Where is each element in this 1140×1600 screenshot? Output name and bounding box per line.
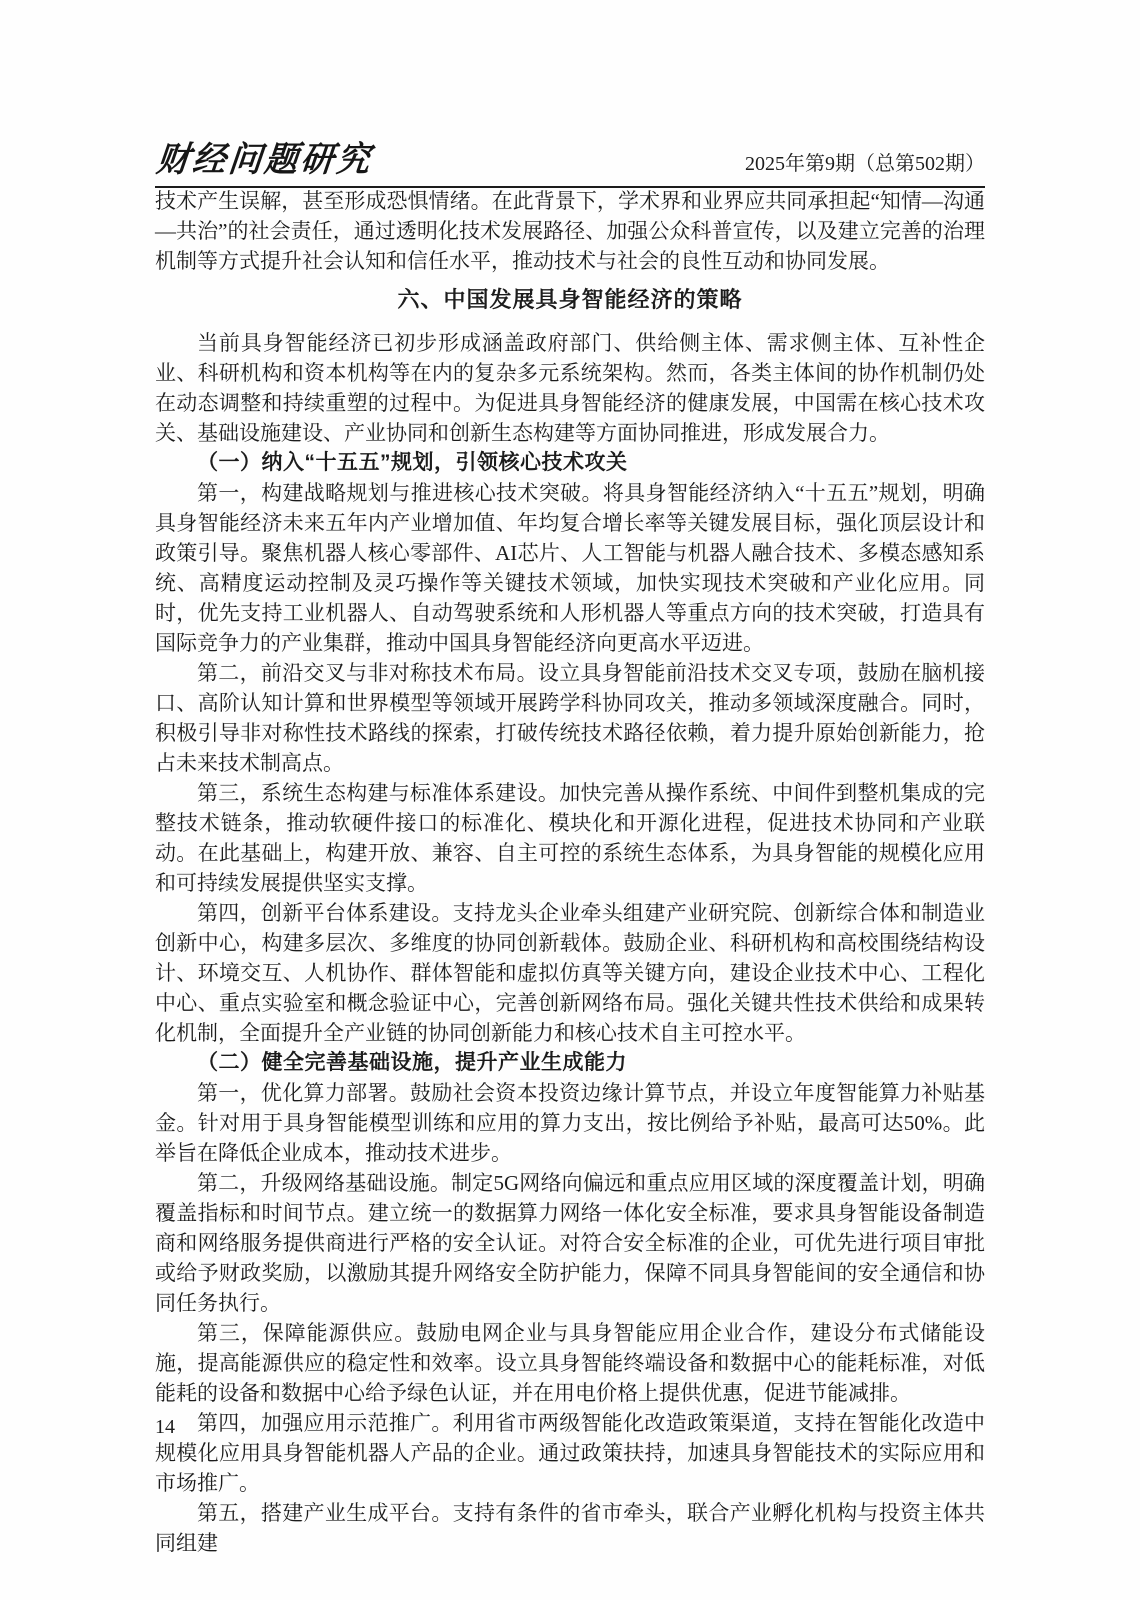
page-number: 14 xyxy=(155,1416,175,1438)
paragraph: 第二，升级网络基础设施。制定5G网络向偏远和重点应用区域的深度覆盖计划，明确覆盖指标和时间节点。建立统一的数据算力网络一体化安全标准，要求具身智能设备制造商和网络服务提供商进行严格的安全认证。对符合安全标准的企业，可优先进行项目审批或给予财政奖励，以激励其提升网络安全防护能力，保障不同具身智能间的安全通信和协同任务执行。 xyxy=(155,1171,985,1315)
sub-heading: （一）纳入“十五五”规划，引领核心技术攻关 xyxy=(197,451,628,474)
issue-info: 2025年第9期（总第502期） xyxy=(745,153,985,175)
paragraph: 当前具身智能经济已初步形成涵盖政府部门、供给侧主体、需求侧主体、互补性企业、科研机构和资本机构等在内的复杂多元系统架构。然而，各类主体间的协作机制仍处在动态调整和持续重塑的过程中。为促进具身智能经济的健康发展，中国需在核心技术攻关、基础设施建设、产业协同和创新生态构建等方面协同推进，形成发展合力。 xyxy=(155,331,985,445)
paragraph: 第三，系统生态构建与标准体系建设。加快完善从操作系统、中间件到整机集成的完整技术链条，推动软硬件接口的标准化、模块化和开源化进程，促进技术协同和产业联动。在此基础上，构建开放、兼容、自主可控的系统生态体系，为具身智能的规模化应用和可持续发展提供坚实支撑。 xyxy=(155,781,985,895)
paragraph: 第一，构建战略规划与推进核心技术突破。将具身智能经济纳入“十五五”规划，明确具身智能经济未来五年内产业增加值、年均复合增长率等关键发展目标，强化顶层设计和政策引导。聚焦机器人核心零部件、AI芯片、人工智能与机器人融合技术、多模态感知系统、高精度运动控制及灵巧操作等关键技术领域，加快实现技术突破和产业化应用。同时，优先支持工业机器人、自动驾驶系统和人形机器人等重点方向的技术突破，打造具有国际竞争力的产业集群，推动中国具身智能经济向更高水平迈进。 xyxy=(155,481,985,655)
paragraph: 第一，优化算力部署。鼓励社会资本投资边缘计算节点，并设立年度智能算力补贴基金。针对用于具身智能模型训练和应用的算力支出，按比例给予补贴，最高可达50%。此举旨在降低企业成本，推动技术进步。 xyxy=(155,1081,985,1165)
sub-heading: （二）健全完善基础设施，提升产业生成能力 xyxy=(197,1051,627,1074)
paragraph: 第三，保障能源供应。鼓励电网企业与具身智能应用企业合作，建设分布式储能设施，提高能源供应的稳定性和效率。设立具身智能终端设备和数据中心的能耗标准，对低能耗的设备和数据中心给予绿色认证，并在用电价格上提供优惠，促进节能减排。 xyxy=(155,1321,985,1405)
continuation-paragraph: 技术产生误解，甚至形成恐惧情绪。在此背景下，学术界和业界应共同承担起“知情—沟通—共治”的社会责任，通过透明化技术发展路径、加强公众科普宣传，以及建立完善的治理机制等方式提升社会认知和信任水平，推动技术与社会的良性互动和协同发展。 xyxy=(155,189,985,273)
section-heading: 六、中国发展具身智能经济的策略 xyxy=(397,287,743,312)
paragraph: 第二，前沿交叉与非对称技术布局。设立具身智能前沿技术交叉专项，鼓励在脑机接口、高阶认知计算和世界模型等领域开展跨学科协同攻关，推动多领域深度融合。同时，积极引导非对称性技术路线的探索，打破传统技术路径依赖，着力提升原始创新能力，抢占未来技术制高点。 xyxy=(155,661,985,775)
paragraph: 第四，加强应用示范推广。利用省市两级智能化改造政策渠道，支持在智能化改造中规模化应用具身智能机器人产品的企业。通过政策扶持，加速具身智能技术的实际应用和市场推广。 xyxy=(155,1411,985,1495)
page-header xyxy=(155,126,985,188)
paragraph: 第五，搭建产业生成平台。支持有条件的省市牵头，联合产业孵化机构与投资主体共同组建 xyxy=(155,1501,985,1555)
article-body xyxy=(155,186,985,1558)
journal-logo: 财经问题研究 xyxy=(154,138,375,180)
paragraph: 第四，创新平台体系建设。支持龙头企业牵头组建产业研究院、创新综合体和制造业创新中心，构建多层次、多维度的协同创新载体。鼓励企业、科研机构和高校围绕结构设计、环境交互、人机协作、群体智能和虚拟仿真等关键方向，建设企业技术中心、工程化中心、重点实验室和概念验证中心，完善创新网络布局。强化关键共性技术供给和成果转化机制，全面提升全产业链的协同创新能力和核心技术自主可控水平。 xyxy=(155,901,985,1045)
